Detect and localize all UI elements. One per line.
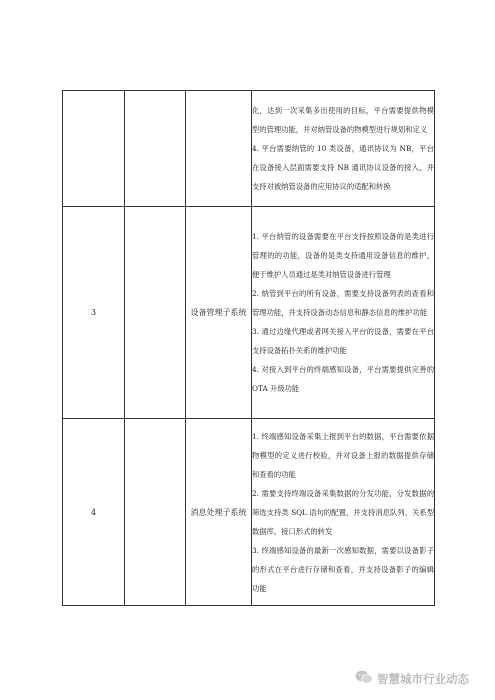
subsystem-name-cell	[186, 91, 252, 207]
spec-table	[62, 90, 435, 606]
watermark-text: 智慧城市行业动态	[377, 672, 469, 686]
description-item: 2. 纳管到平台的所有设备，需要支持设备列表的查看和管理功能，并支持设备动态信息和静态信息的维护功能	[252, 289, 434, 317]
description-item: 2. 需要支持终端设备采集数据的分发功能，分发数据的筛选支持类 SQL 语句的配置，并支持消息队列、关系型数据库、接口形式的转发	[252, 488, 434, 536]
description-cell	[252, 419, 435, 606]
row-number-cell	[63, 91, 125, 207]
description-item: 1. 终端感知设备采集上报到平台的数据，平台需要依据物模型的定义进行校验，并对设备上报的数据提供存储和查看的功能	[252, 431, 434, 479]
blank-cell	[125, 91, 186, 207]
table-row	[63, 419, 435, 606]
description-item: 4. 平台需要纳管的 10 类设备，通讯协议为 NB，平台在设备接入层面需要支持 NB 通讯协议设备的接入，并支持对被纳管设备的应用协议的适配和转换	[252, 144, 434, 191]
description-item: 化，达到一次采集多出使用的目标，平台需要提供物模型的管理功能，并对纳管设备的物模型进行规划和定义	[252, 106, 434, 134]
subsystem-name-cell: 设备管理子系统	[186, 207, 252, 419]
description-cell	[252, 207, 435, 419]
blank-cell	[125, 419, 186, 606]
row-number-cell: 4	[63, 419, 125, 606]
watermark	[355, 669, 495, 689]
description-item: 3. 通过边缘代理或者网关接入平台的设备，需要在平台支持设备拓扑关系的维护功能	[252, 327, 434, 355]
description-item: 1. 平台纳管的设备需要在平台支持按照设备的是类进行管理的的功能，设备的是类支持通用设备信息的维护，便于维护人员通过是类对纳管设备进行管理	[252, 232, 434, 279]
description-item: 4. 对接入到平台的终端感知设备，平台需要提供完善的 OTA 升级功能	[252, 365, 434, 393]
blank-cell	[125, 207, 186, 419]
description-cell	[252, 91, 435, 207]
subsystem-name-cell: 消息处理子系统	[186, 419, 252, 606]
row-number-cell: 3	[63, 207, 125, 419]
wechat-icon	[355, 670, 377, 688]
table-row	[63, 91, 435, 207]
table-row	[63, 207, 435, 419]
description-item: 3. 终端感知设备的最新一次感知数据，需要以设备影子的形式在平台进行存储和查看，并支持设备影子的编辑功能	[252, 545, 434, 593]
